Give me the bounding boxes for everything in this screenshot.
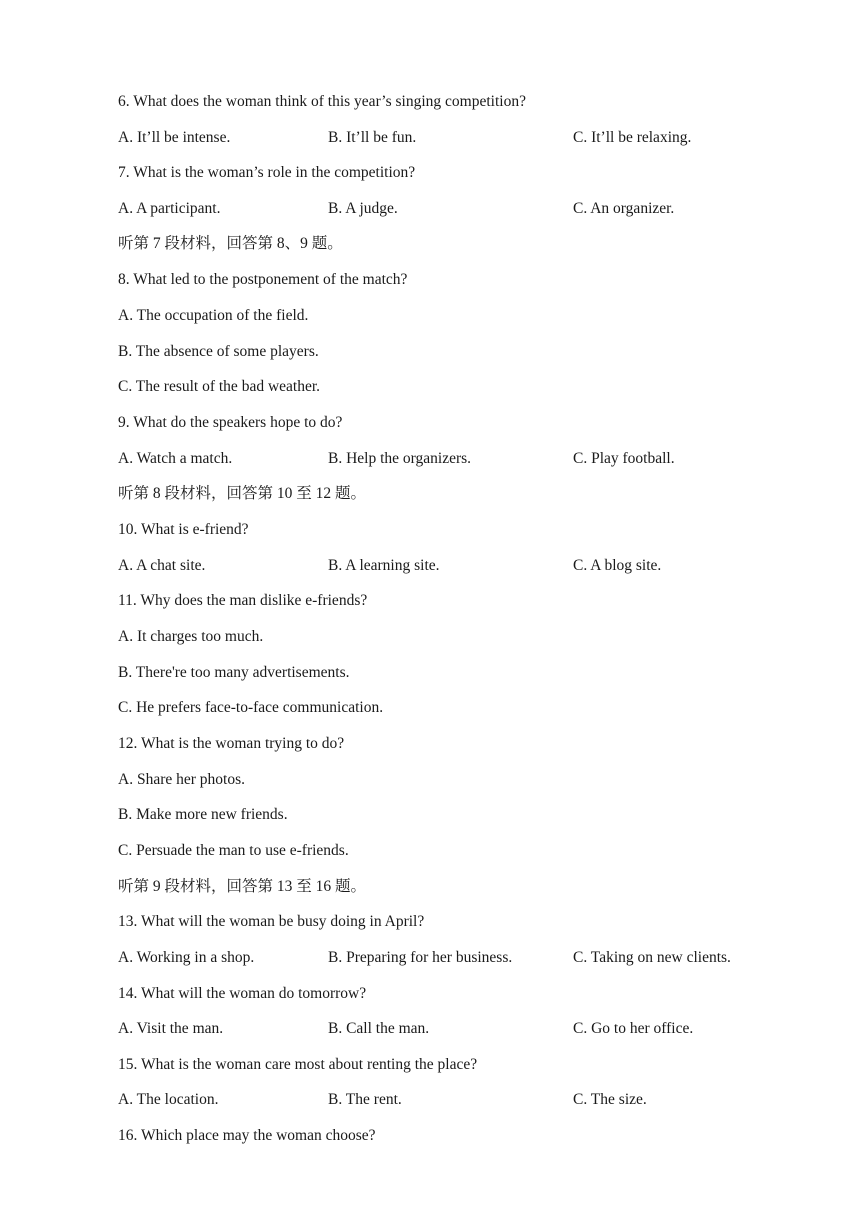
option-a: A. Share her photos. [118,771,245,788]
options-row-9 [118,449,818,469]
section-heading-7: 听第 7 段材料，回答第 8、9 题。 [118,235,343,252]
option-b: B. It’ll be fun. [328,129,417,146]
option-b: B. Help the organizers. [328,450,472,467]
option-c: C. The size. [573,1091,647,1108]
option-a: A. The location. [118,1091,219,1108]
option-a: A. A participant. [118,200,221,217]
question-15: 15. What is the woman care most about renting the place? [118,1056,478,1073]
question-7: 7. What is the woman’s role in the competition? [118,164,416,181]
question-14: 14. What will the woman do tomorrow? [118,985,367,1002]
option-b: B. A learning site. [328,557,440,574]
option-c: C. Taking on new clients. [573,949,731,966]
option-c: C. Play football. [573,450,675,467]
option-c: C. It’ll be relaxing. [573,129,692,146]
question-11: 11. Why does the man dislike e-friends? [118,592,368,609]
option-c: C. The result of the bad weather. [118,378,321,395]
options-row-13 [118,948,818,968]
question-8: 8. What led to the postponement of the match? [118,271,408,288]
question-13: 13. What will the woman be busy doing in April? [118,913,425,930]
question-9: 9. What do the speakers hope to do? [118,414,343,431]
question-16: 16. Which place may the woman choose? [118,1127,376,1144]
option-a: A. Working in a shop. [118,949,255,966]
options-row-14 [118,1019,818,1039]
option-c: C. He prefers face-to-face communication. [118,699,384,716]
option-b: B. A judge. [328,200,398,217]
option-c: C. Go to her office. [573,1020,694,1037]
question-12: 12. What is the woman trying to do? [118,735,345,752]
option-b: B. The absence of some players. [118,343,319,360]
option-a: A. A chat site. [118,557,206,574]
option-b: B. Make more new friends. [118,806,288,823]
question-10: 10. What is e-friend? [118,521,249,538]
options-row-7 [118,199,818,219]
option-a: A. Visit the man. [118,1020,224,1037]
section-heading-8: 听第 8 段材料，回答第 10 至 12 题。 [118,485,367,502]
option-a: A. The occupation of the field. [118,307,309,324]
option-c: C. A blog site. [573,557,662,574]
options-row-6 [118,128,818,148]
option-a: A. It charges too much. [118,628,264,645]
option-b: B. Preparing for her business. [328,949,513,966]
option-c: C. Persuade the man to use e-friends. [118,842,349,859]
option-b: B. The rent. [328,1091,402,1108]
option-a: A. Watch a match. [118,450,233,467]
option-b: B. Call the man. [328,1020,430,1037]
question-6: 6. What does the woman think of this year’s singing competition? [118,93,526,110]
section-heading-9: 听第 9 段材料，回答第 13 至 16 题。 [118,878,367,895]
option-a: A. It’ll be intense. [118,129,231,146]
options-row-15 [118,1090,818,1110]
option-c: C. An organizer. [573,200,675,217]
options-row-10 [118,556,818,576]
option-b: B. There're too many advertisements. [118,664,350,681]
